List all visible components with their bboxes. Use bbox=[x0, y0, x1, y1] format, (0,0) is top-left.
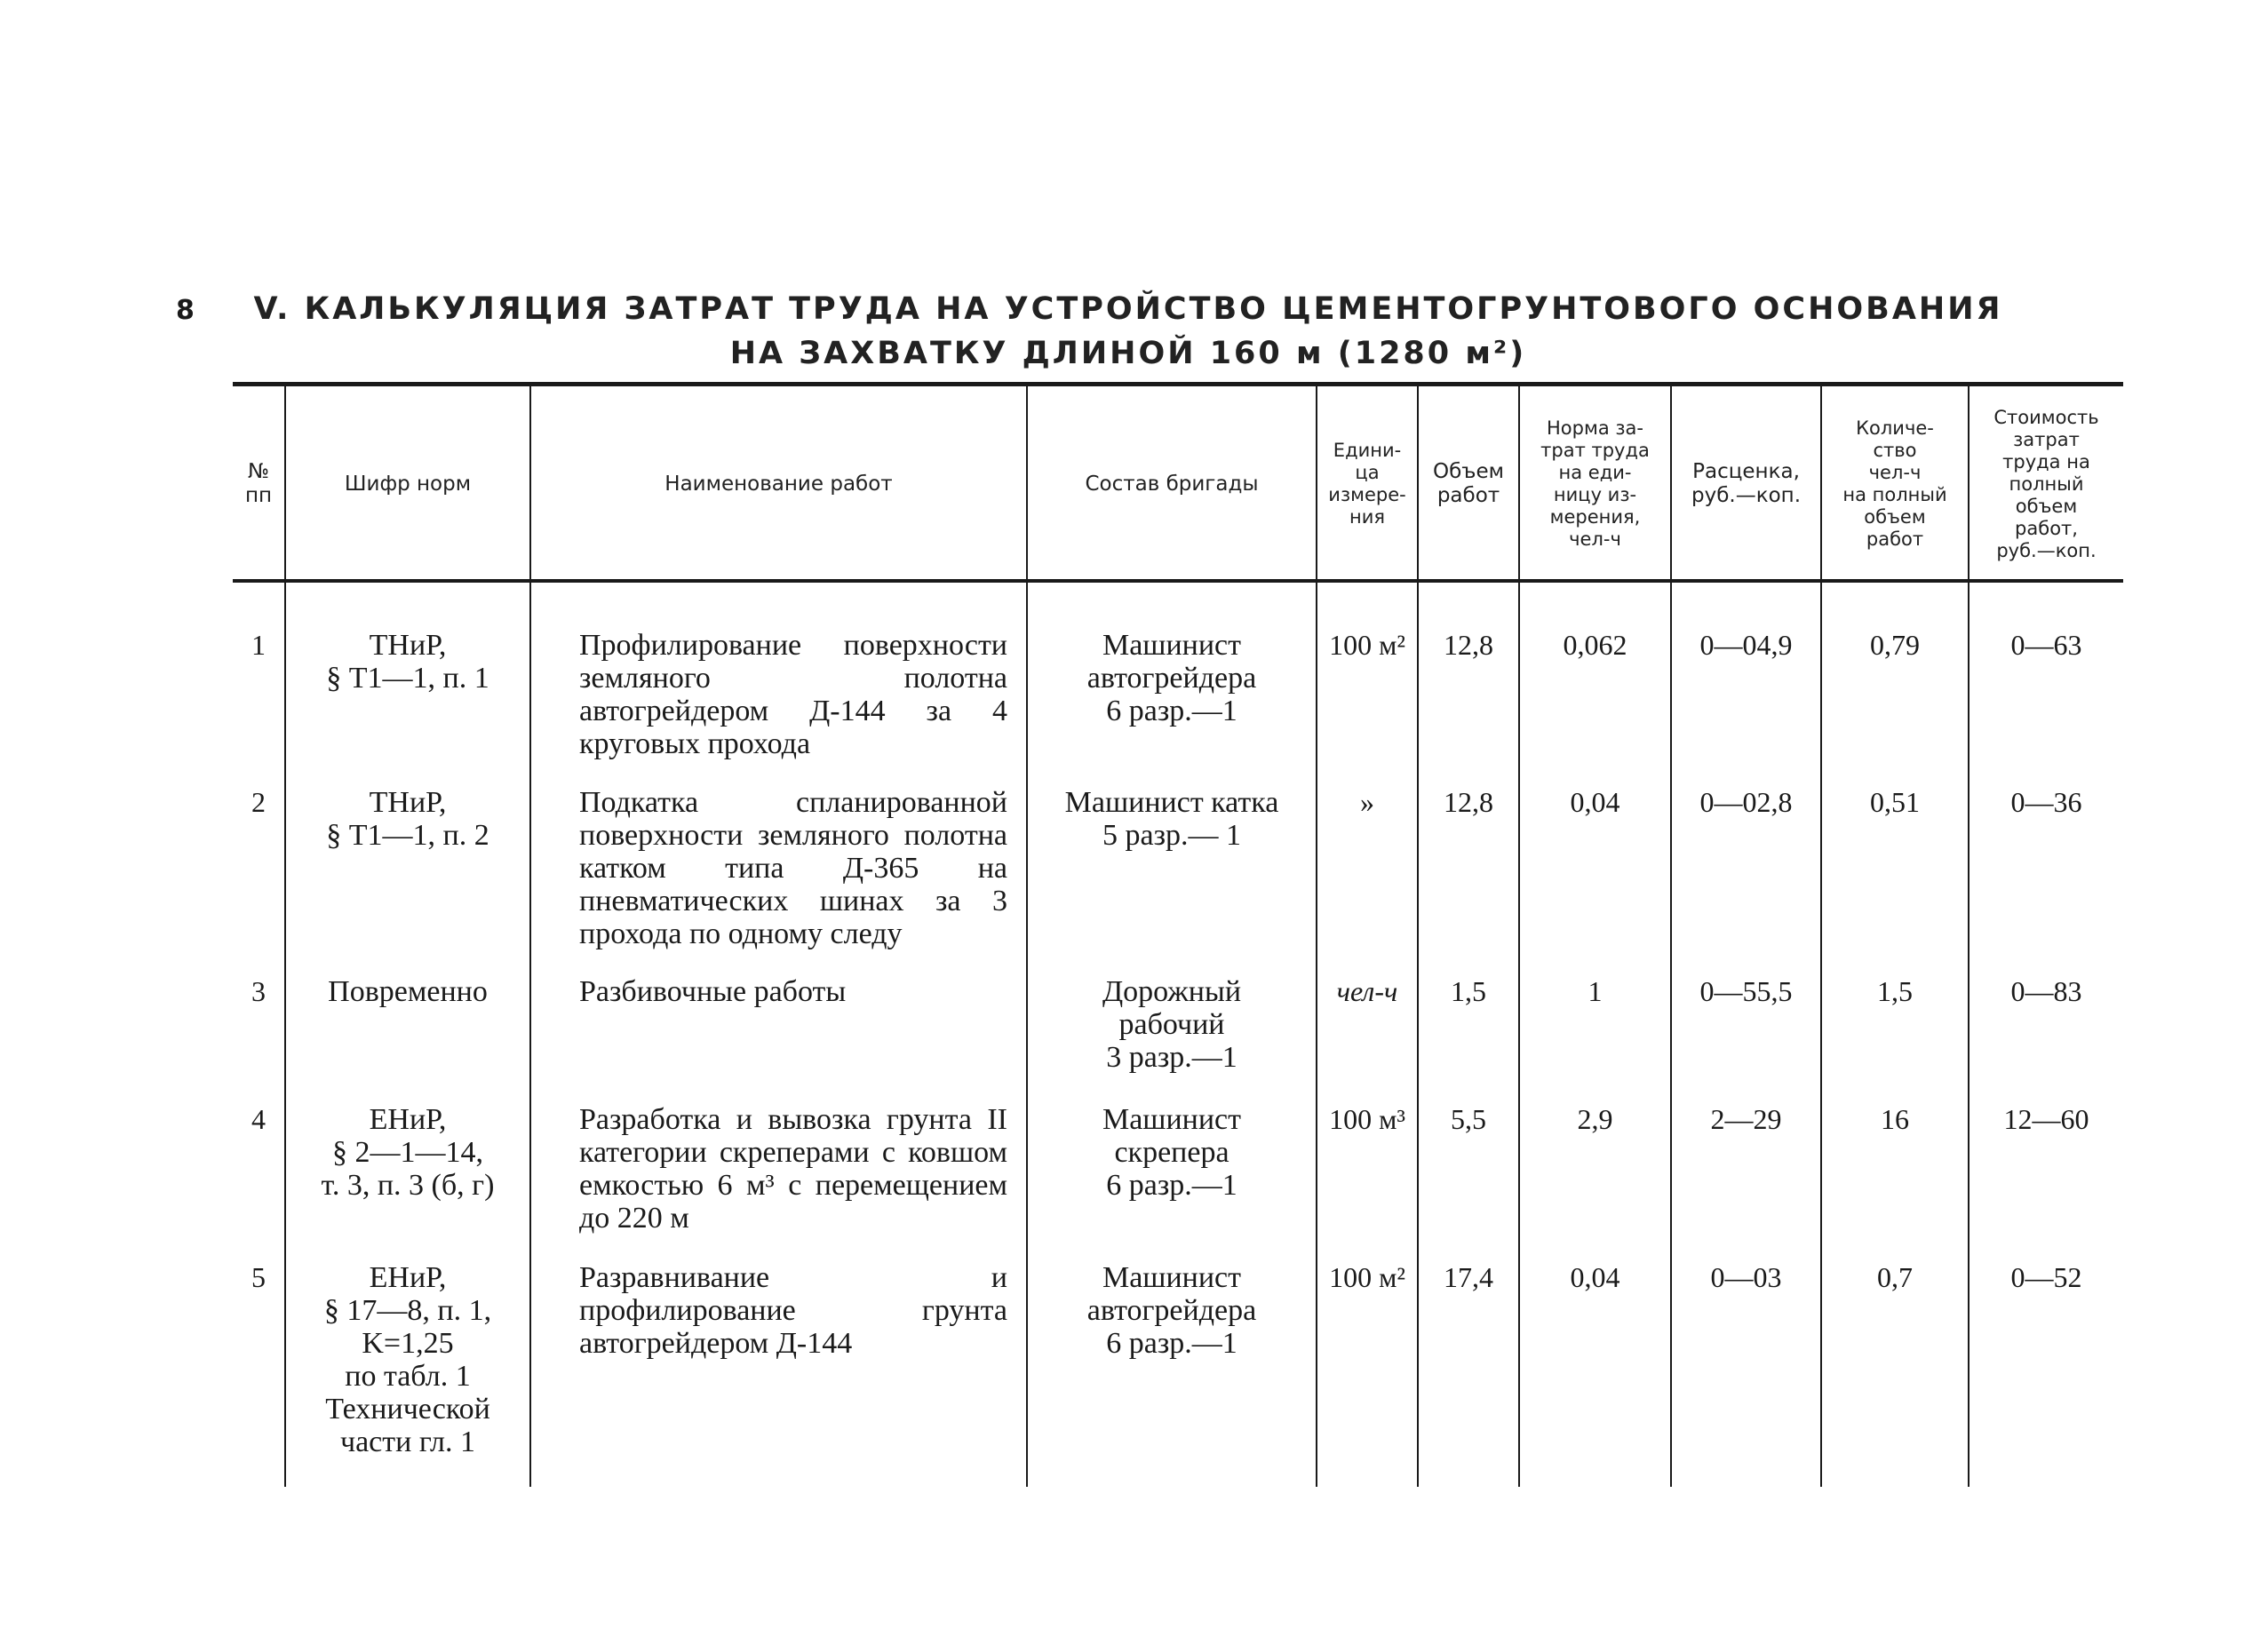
table-top-rule bbox=[233, 382, 2123, 386]
cell-norm: 0,04 bbox=[1570, 786, 1620, 818]
cell-unit: 100 м³ bbox=[1329, 1103, 1405, 1135]
cell-code: ЕНиР, § 2—1—14, т. 3, п. 3 (б, г) bbox=[321, 1103, 495, 1202]
cell-rate: 0—04,9 bbox=[1699, 629, 1793, 661]
header-qty: Количе- ство чел-ч на полный объем работ bbox=[1842, 417, 1947, 550]
cell-code: Повременно bbox=[328, 975, 488, 1008]
cell-cost: 12—60 bbox=[2003, 1103, 2089, 1135]
cell-qty: 0,51 bbox=[1870, 786, 1920, 818]
cell-work: Подкатка спланированной поверхности земляного полотна катком типа Д-365 на пневматических шинах за 3 прохода по одному следу bbox=[579, 786, 1007, 950]
cell-crew: Машинист автогрейдера 6 разр.—1 bbox=[1086, 629, 1257, 727]
cell-work: Разработка и вывозка грунта II категории скреперами с ковшом емкостью 6 м³ с перемещением до 220 м bbox=[579, 1103, 1007, 1235]
cell-crew: Машинист скрепера 6 разр.—1 bbox=[1102, 1103, 1242, 1202]
header-norm: Норма за- трат труда на еди- ницу из- мерения, чел-ч bbox=[1540, 417, 1650, 550]
labor-cost-table bbox=[233, 382, 2123, 1490]
cell-rate: 0—55,5 bbox=[1699, 975, 1793, 1007]
cell-qty: 0,79 bbox=[1870, 629, 1920, 661]
cell-num: 4 bbox=[251, 1103, 266, 1135]
document-title-line-1: V. КАЛЬКУЛЯЦИЯ ЗАТРАТ ТРУДА НА УСТРОЙСТВО ЦЕМЕНТОГРУНТОВОГО ОСНОВАНИЯ bbox=[253, 291, 2003, 327]
header-work: Наименование работ bbox=[664, 472, 893, 496]
header-volume: Объем работ bbox=[1432, 460, 1505, 507]
header-crew: Состав бригады bbox=[1085, 472, 1259, 496]
cell-code: ЕНиР, § 17—8, п. 1, K=1,25 по табл. 1 Технической части гл. 1 bbox=[323, 1261, 492, 1458]
cell-cost: 0—36 bbox=[2010, 786, 2082, 818]
cell-unit: 100 м² bbox=[1329, 629, 1405, 661]
cell-rate: 2—29 bbox=[1710, 1103, 1782, 1135]
header-code: Шифр норм bbox=[344, 472, 472, 496]
cell-volume: 17,4 bbox=[1444, 1261, 1493, 1293]
cell-crew: Машинист катка 5 разр.— 1 bbox=[1064, 786, 1279, 852]
document-title-line-2: НА ЗАХВАТКУ ДЛИНОЙ 160 м (1280 м²) bbox=[729, 336, 1527, 371]
cell-unit: 100 м² bbox=[1329, 1261, 1405, 1293]
cell-rate: 0—02,8 bbox=[1699, 786, 1793, 818]
cell-cost: 0—63 bbox=[2010, 629, 2082, 661]
cell-code: ТНиР, § Т1—1, п. 1 bbox=[326, 629, 489, 695]
cell-norm: 2,9 bbox=[1577, 1103, 1613, 1135]
cell-crew: Машинист автогрейдера 6 разр.—1 bbox=[1086, 1261, 1257, 1360]
cell-cost: 0—83 bbox=[2010, 975, 2082, 1007]
page-number: 8 bbox=[176, 295, 195, 326]
header-unit: Едини- ца измере- ния bbox=[1328, 440, 1406, 528]
cell-work: Профилирование поверхности земляного полотна автогрейдером Д-144 за 4 круговых прохода bbox=[579, 629, 1007, 760]
cell-code: ТНиР, § Т1—1, п. 2 bbox=[326, 786, 489, 852]
cell-crew: Дорожный рабочий 3 разр.—1 bbox=[1102, 975, 1242, 1074]
cell-unit: » bbox=[1360, 786, 1374, 818]
cell-num: 5 bbox=[251, 1261, 266, 1293]
cell-num: 1 bbox=[251, 629, 266, 661]
header-cost: Стоимость затрат труда на полный объем работ, руб.—коп. bbox=[1993, 406, 2099, 561]
header-num: № пп bbox=[244, 460, 273, 507]
cell-volume: 5,5 bbox=[1451, 1103, 1486, 1135]
cell-volume: 12,8 bbox=[1444, 629, 1493, 661]
cell-norm: 1 bbox=[1588, 975, 1603, 1007]
cell-qty: 0,7 bbox=[1877, 1261, 1913, 1293]
cell-volume: 1,5 bbox=[1451, 975, 1486, 1007]
cell-work: Разбивочные работы bbox=[579, 975, 847, 1008]
cell-qty: 1,5 bbox=[1877, 975, 1913, 1007]
cell-qty: 16 bbox=[1881, 1103, 1909, 1135]
cell-volume: 12,8 bbox=[1444, 786, 1493, 818]
header-bottom-rule bbox=[233, 579, 2123, 583]
cell-num: 3 bbox=[251, 975, 266, 1007]
cell-rate: 0—03 bbox=[1710, 1261, 1782, 1293]
cell-num: 2 bbox=[251, 786, 266, 818]
cell-cost: 0—52 bbox=[2010, 1261, 2082, 1293]
cell-norm: 0,04 bbox=[1570, 1261, 1620, 1293]
cell-norm: 0,062 bbox=[1563, 629, 1627, 661]
cell-work: Разравнивание и профилирование грунта автогрейдером Д-144 bbox=[579, 1261, 1007, 1360]
header-rate: Расценка, руб.—коп. bbox=[1691, 460, 1802, 507]
cell-unit: чел-ч bbox=[1336, 975, 1398, 1007]
